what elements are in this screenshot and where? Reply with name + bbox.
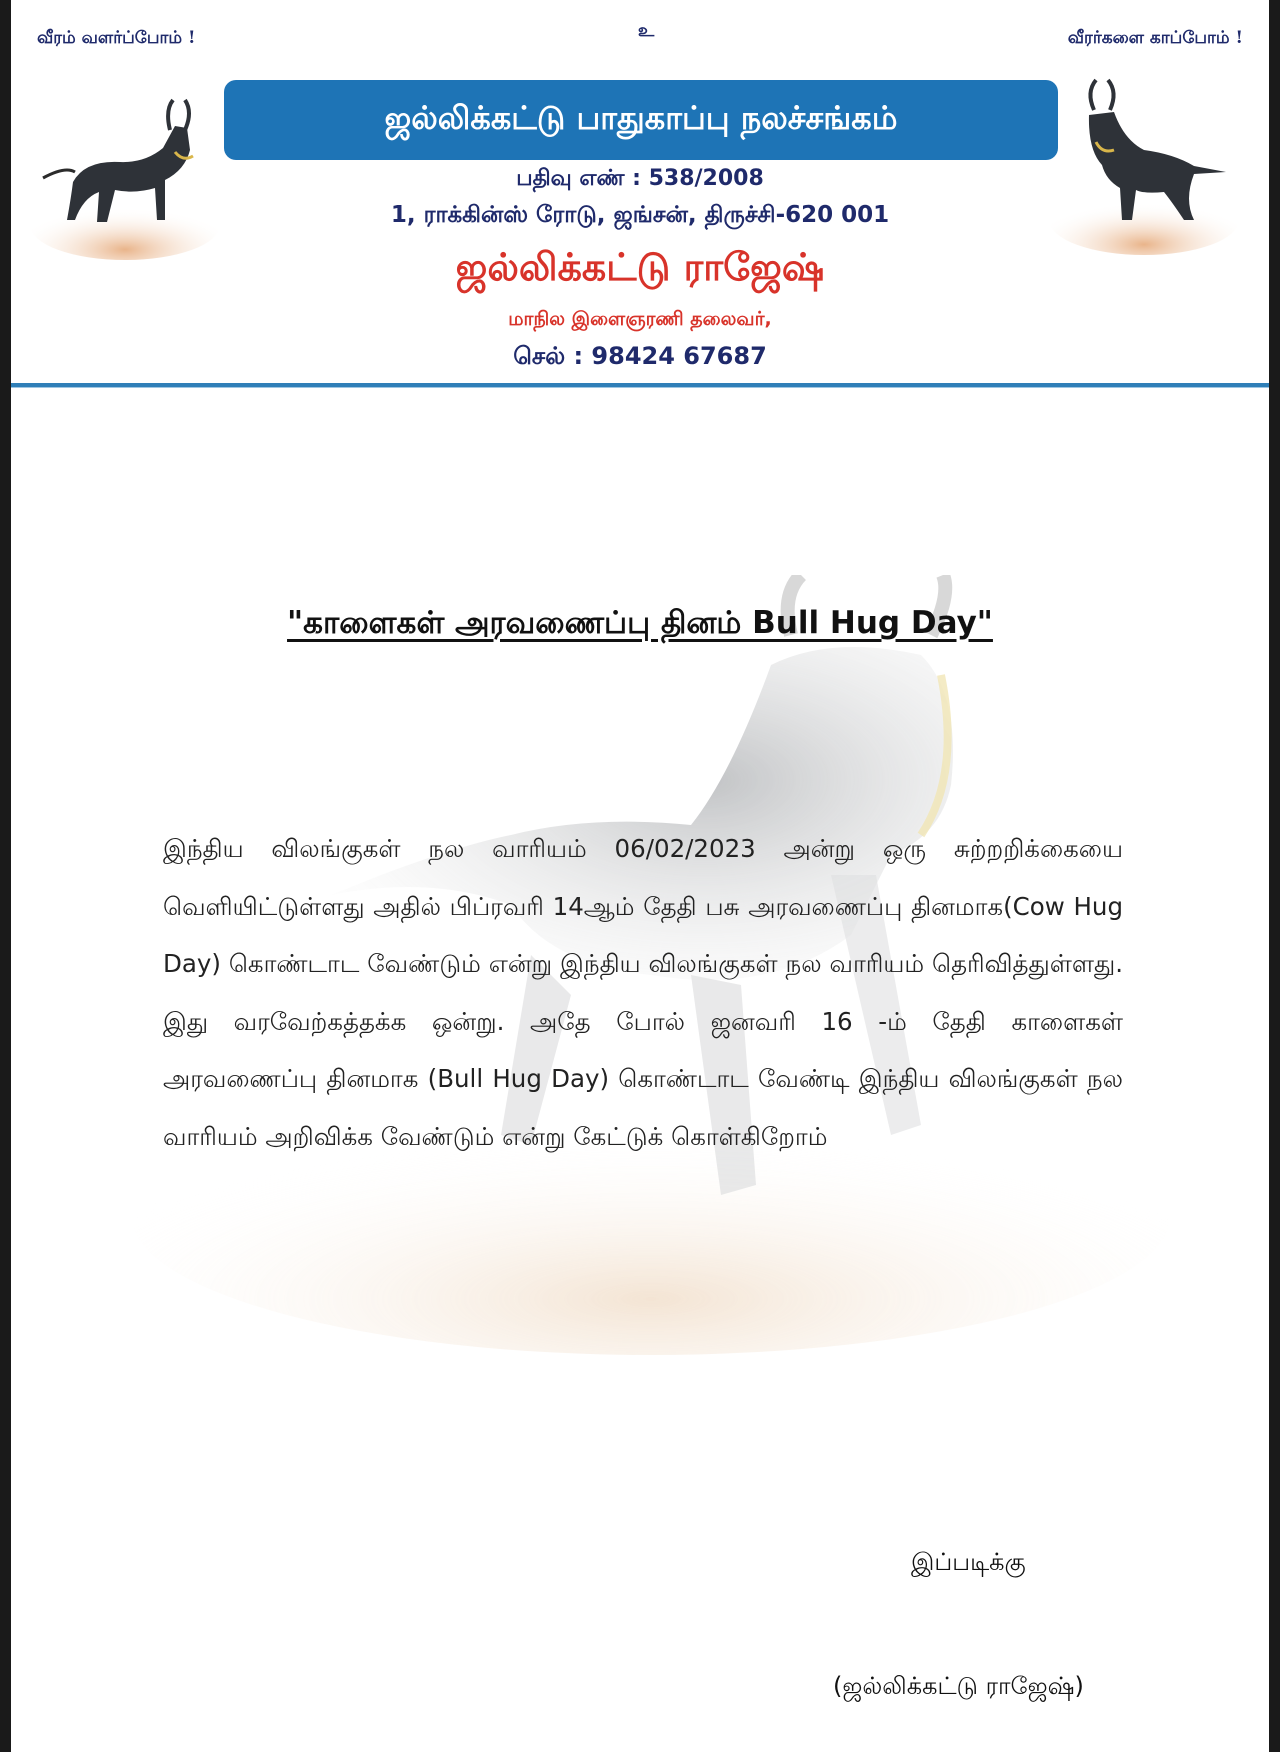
slogan-right: வீரர்களை காப்போம் !	[1067, 28, 1243, 48]
document-title	[11, 605, 1269, 645]
address: 1, ராக்கின்ஸ் ரோடு, ஜங்சன், திருச்சி-620 001	[390, 202, 890, 228]
closing-line: இப்படிக்கு	[911, 1548, 1026, 1576]
document-title-text: "காளைகள் அரவணைப்பு தினம் Bull Hug Day"	[287, 605, 993, 641]
leader-title: மாநில இளைஞரணி தலைவர்,	[508, 308, 772, 330]
organization-name: ஜல்லிக்கட்டு பாதுகாப்பு நலச்சங்கம்	[384, 99, 898, 137]
letter-body: இந்திய விலங்குகள் நல வாரியம் 06/02/2023 அன்று ஒரு சுற்றறிக்கையை வெளியிட்டுள்ளது அதில் பிப்ரவரி 14ஆம் தேதி பசு அரவணைப்பு தினமாக(Cow Hug Day) கொண்டாட வேண்டும் என்று இந்திய விலங்குகள் நல வாரியம் தெரிவித்துள்ளது. இது வரவேற்கத்தக்க ஒன்று. அதே போல் ஜனவரி 16 -ம் தேதி காளைகள் அரவணைப்பு தினமாக (Bull Hug Day) கொண்டாட வேண்டி இந்திய விலங்குகள் நல வாரியம் அறிவிக்க வேண்டும் என்று கேட்டுக் கொள்கிறோம்	[163, 834, 1123, 1151]
registration-number: பதிவு எண் : 538/2008	[516, 166, 764, 191]
slogan-left: வீரம் வளர்ப்போம் !	[37, 28, 196, 48]
organization-banner	[224, 80, 1058, 160]
bull-logo-right	[1044, 70, 1239, 260]
top-mark: உ	[637, 20, 655, 41]
bull-logo-left	[25, 70, 220, 260]
phone-number: செல் : 98424 67687	[513, 342, 767, 370]
letter-page	[11, 0, 1269, 1752]
leader-name: ஜல்லிக்கட்டு ராஜேஷ்	[455, 244, 825, 289]
header-divider	[11, 383, 1269, 388]
signature: (ஜல்லிக்கட்டு ராஜேஷ்)	[833, 1672, 1084, 1700]
